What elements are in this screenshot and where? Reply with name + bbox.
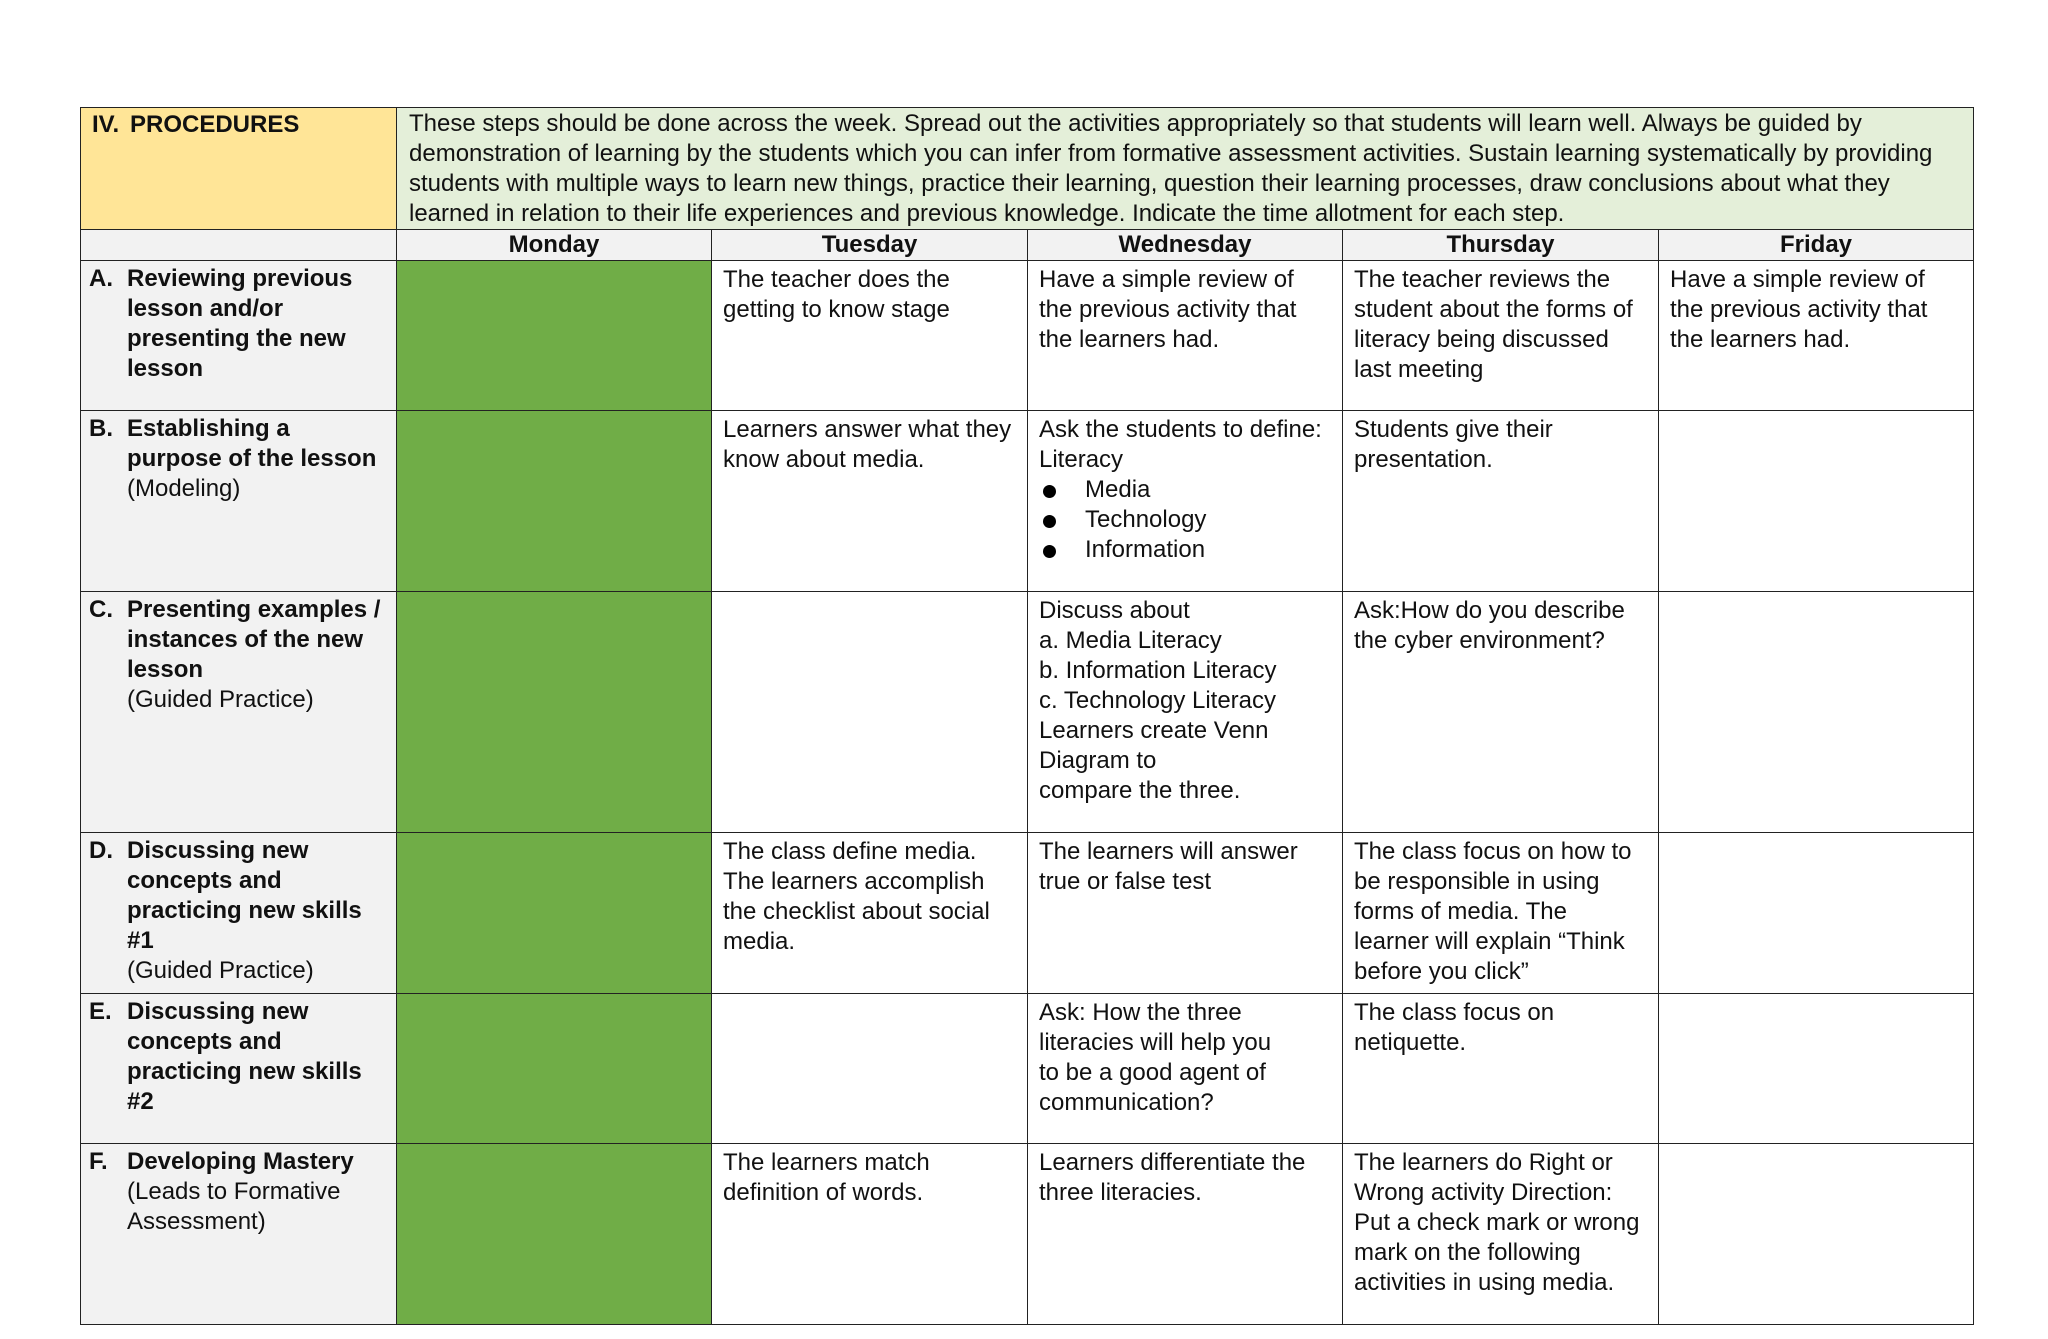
tuesday-cell bbox=[712, 592, 1028, 833]
procedure-label-cell bbox=[81, 833, 397, 994]
tuesday-cell bbox=[712, 261, 1028, 411]
procedure-letter: C. bbox=[89, 596, 113, 623]
procedure-row bbox=[81, 1144, 1974, 1325]
procedure-label-cell bbox=[81, 994, 397, 1144]
procedure-letter: B. bbox=[89, 415, 113, 442]
friday-cell bbox=[1659, 411, 1974, 592]
wednesday-cell bbox=[1028, 592, 1343, 833]
procedure-row bbox=[81, 261, 1974, 411]
cell-text: Discuss about bbox=[1039, 597, 1190, 624]
bullet-item: Technology bbox=[1039, 505, 1331, 535]
thursday-cell bbox=[1343, 592, 1659, 833]
wednesday-cell bbox=[1028, 994, 1343, 1144]
cell-text: Literacy bbox=[1039, 446, 1124, 473]
cell-text: b. Information Literacy bbox=[1039, 657, 1277, 684]
friday-cell bbox=[1659, 1144, 1974, 1325]
wednesday-cell bbox=[1028, 261, 1343, 411]
cell-text: Students give their presentation. bbox=[1354, 416, 1560, 473]
friday-cell bbox=[1659, 261, 1974, 411]
monday-cell bbox=[397, 994, 712, 1144]
procedure-title: Developing Mastery bbox=[127, 1148, 354, 1175]
procedure-title: Discussing new concepts and practicing new skills #1 bbox=[127, 837, 362, 954]
thursday-cell bbox=[1343, 1144, 1659, 1325]
procedure-label-cell bbox=[81, 592, 397, 833]
monday-cell bbox=[397, 411, 712, 592]
day-header-blank bbox=[81, 230, 397, 261]
cell-text: The teacher does the getting to know stage bbox=[723, 266, 957, 323]
cell-text: The class focus on netiquette. bbox=[1354, 999, 1561, 1056]
procedures-table bbox=[80, 107, 1974, 1325]
section-title: PROCEDURES bbox=[130, 111, 300, 138]
procedure-title: Presenting examples / instances of the new lesson bbox=[127, 596, 381, 683]
procedure-row bbox=[81, 994, 1974, 1144]
cell-text: Ask the students to define: bbox=[1039, 416, 1322, 443]
tuesday-cell bbox=[712, 833, 1028, 994]
cell-text: a. Media Literacy bbox=[1039, 627, 1222, 654]
friday-cell bbox=[1659, 833, 1974, 994]
day-header-wednesday: Wednesday bbox=[1028, 230, 1343, 261]
procedures-sheet bbox=[80, 107, 1973, 1325]
day-header-thursday: Thursday bbox=[1343, 230, 1659, 261]
cell-text: Have a simple review of the previous activity that the learners had. bbox=[1670, 266, 1935, 353]
wednesday-cell bbox=[1028, 411, 1343, 592]
procedure-row bbox=[81, 833, 1974, 994]
procedure-subtitle: (Guided Practice) bbox=[127, 686, 314, 713]
procedure-row bbox=[81, 411, 1974, 592]
procedure-title: Discussing new concepts and practicing new skills #2 bbox=[127, 998, 362, 1115]
procedure-letter: E. bbox=[89, 998, 112, 1025]
cell-text: Learners create Venn Diagram to bbox=[1039, 717, 1276, 774]
cell-text: The learners do Right or Wrong activity Direction: Put a check mark or wrong mark on the following activities in using media. bbox=[1354, 1149, 1647, 1296]
tuesday-cell bbox=[712, 994, 1028, 1144]
procedure-title: Establishing a purpose of the lesson bbox=[127, 415, 377, 472]
section-header-cell bbox=[81, 108, 397, 230]
thursday-cell bbox=[1343, 411, 1659, 592]
cell-text: Learners answer what they know about media. bbox=[723, 416, 1018, 473]
procedure-row bbox=[81, 592, 1974, 833]
day-header-friday: Friday bbox=[1659, 230, 1974, 261]
cell-text: Have a simple review of the previous activity that the learners had. bbox=[1039, 266, 1304, 353]
cell-text: to be a good agent of communication? bbox=[1039, 1059, 1273, 1116]
procedure-letter: F. bbox=[89, 1148, 108, 1175]
monday-cell bbox=[397, 261, 712, 411]
day-header-row bbox=[81, 230, 1974, 261]
cell-text: The learners match definition of words. bbox=[723, 1149, 937, 1206]
cell-text: c. Technology Literacy bbox=[1039, 687, 1277, 714]
procedure-label-cell bbox=[81, 1144, 397, 1325]
tuesday-cell bbox=[712, 411, 1028, 592]
day-header-tuesday: Tuesday bbox=[712, 230, 1028, 261]
procedure-subtitle: (Guided Practice) bbox=[127, 957, 314, 984]
cell-text: Ask: How the three literacies will help you bbox=[1039, 999, 1272, 1056]
bullet-list bbox=[1039, 475, 1331, 565]
cell-text: The class focus on how to be responsible in using forms of media. The learner will explain “Think before you click” bbox=[1354, 838, 1639, 985]
tuesday-cell bbox=[712, 1144, 1028, 1325]
cell-text: The learners will answer true or false test bbox=[1039, 838, 1305, 895]
header-row bbox=[81, 108, 1974, 230]
thursday-cell bbox=[1343, 994, 1659, 1144]
procedure-subtitle: (Modeling) bbox=[127, 475, 241, 502]
thursday-cell bbox=[1343, 261, 1659, 411]
wednesday-cell bbox=[1028, 833, 1343, 994]
procedure-subtitle: (Leads to Formative Assessment) bbox=[127, 1178, 341, 1235]
cell-text: compare the three. bbox=[1039, 777, 1241, 804]
instructions-cell: These steps should be done across the week. Spread out the activities appropriately so that students will learn well. Always be guided by demonstration of learning by the students which you can infer from formative assessment activities. Sustain learning systematically by providing students with multiple ways to learn new things, practice their learning, question their learning processes, draw conclusions about what they learned in relation to their life experiences and previous knowledge. Indicate the time allotment for each step. bbox=[397, 108, 1974, 230]
cell-text: Learners differentiate the three literacies. bbox=[1039, 1149, 1313, 1206]
bullet-item: Information bbox=[1039, 535, 1331, 565]
wednesday-cell bbox=[1028, 1144, 1343, 1325]
monday-cell bbox=[397, 592, 712, 833]
procedure-letter: A. bbox=[89, 265, 113, 292]
cell-text: The class define media. bbox=[723, 838, 977, 865]
procedure-label-cell bbox=[81, 261, 397, 411]
monday-cell bbox=[397, 1144, 712, 1325]
procedure-title: Reviewing previous lesson and/or presenting the new lesson bbox=[127, 265, 353, 382]
bullet-item: Media bbox=[1039, 475, 1331, 505]
friday-cell bbox=[1659, 994, 1974, 1144]
day-header-monday: Monday bbox=[397, 230, 712, 261]
cell-text: Ask:How do you describe the cyber environment? bbox=[1354, 597, 1632, 654]
cell-text: The learners accomplish the checklist about social media. bbox=[723, 868, 997, 955]
thursday-cell bbox=[1343, 833, 1659, 994]
cell-text: The teacher reviews the student about the forms of literacy being discussed last meeting bbox=[1354, 266, 1640, 383]
section-number: IV. bbox=[92, 111, 120, 138]
friday-cell bbox=[1659, 592, 1974, 833]
procedure-letter: D. bbox=[89, 837, 113, 864]
procedure-label-cell bbox=[81, 411, 397, 592]
monday-cell bbox=[397, 833, 712, 994]
